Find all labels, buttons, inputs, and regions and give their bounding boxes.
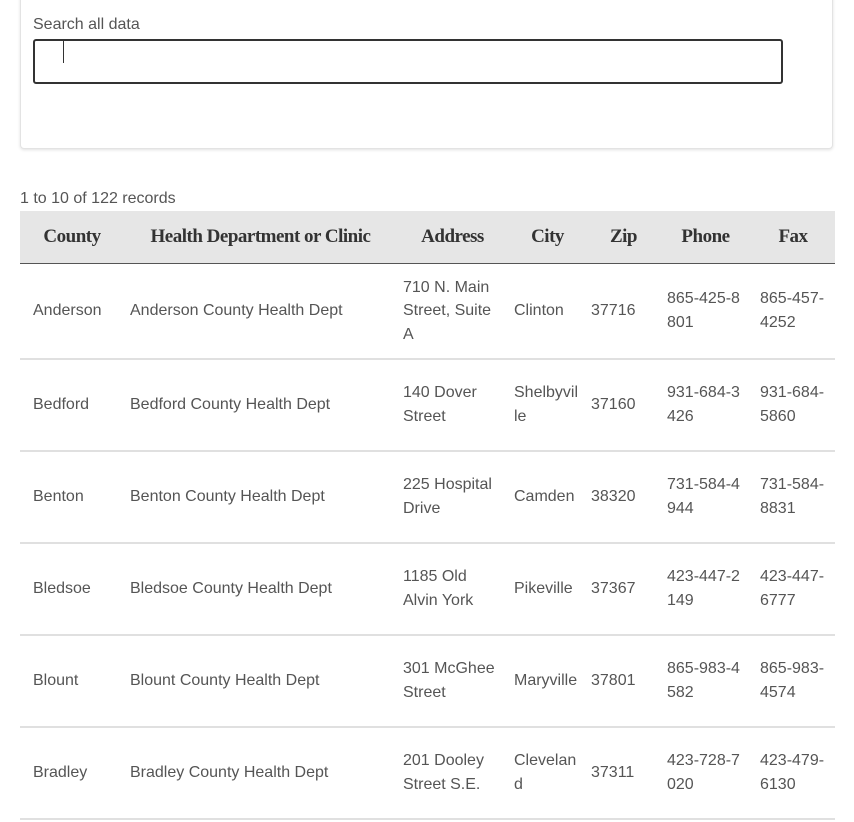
cell-phone: 731-584-4944 (660, 451, 751, 543)
table-row (20, 264, 835, 359)
column-header-phone[interactable]: Phone (660, 211, 751, 264)
table-row (20, 543, 835, 635)
cell-address: 201 Dooley Street S.E. (397, 727, 508, 819)
cell-fax: 423-447-6777 (751, 543, 835, 635)
cell-county: Blount (20, 635, 124, 727)
table-row (20, 359, 835, 451)
cell-city: Cleveland (508, 727, 587, 819)
cell-address: 140 Dover Street (397, 359, 508, 451)
cell-health-department: Blount County Health Dept (124, 635, 397, 727)
record-count: 1 to 10 of 122 records (20, 190, 176, 207)
cell-phone: 423-728-7020 (660, 727, 751, 819)
cell-address: 1185 Old Alvin York (397, 543, 508, 635)
cell-county: Benton (20, 451, 124, 543)
cell-zip: 37160 (587, 359, 660, 451)
cell-address: 301 McGhee Street (397, 635, 508, 727)
table-row (20, 635, 835, 727)
cell-health-department: Bradley County Health Dept (124, 727, 397, 819)
cell-county: Bradley (20, 727, 124, 819)
search-label: Search all data (33, 16, 140, 33)
table-row (20, 727, 835, 819)
table-header-row (20, 211, 835, 264)
cell-phone: 423-447-2149 (660, 543, 751, 635)
cell-zip: 38320 (587, 451, 660, 543)
health-departments-table (20, 211, 835, 820)
cell-zip: 37716 (587, 264, 660, 359)
cell-city: Camden (508, 451, 587, 543)
cell-address: 225 Hospital Drive (397, 451, 508, 543)
column-header-zip[interactable]: Zip (587, 211, 660, 264)
column-header-health-department[interactable]: Health Department or Clinic (124, 211, 397, 264)
cell-fax: 865-983-4574 (751, 635, 835, 727)
column-header-address[interactable]: Address (397, 211, 508, 264)
cell-phone: 865-425-8801 (660, 264, 751, 359)
cell-health-department: Anderson County Health Dept (124, 264, 397, 359)
search-input[interactable] (33, 39, 783, 84)
cell-phone: 865-983-4582 (660, 635, 751, 727)
column-header-county[interactable]: County (20, 211, 124, 264)
cell-zip: 37367 (587, 543, 660, 635)
cell-zip: 37311 (587, 727, 660, 819)
cell-city: Pikeville (508, 543, 587, 635)
cell-city: Maryville (508, 635, 587, 727)
cell-health-department: Bedford County Health Dept (124, 359, 397, 451)
cell-city: Shelbyville (508, 359, 587, 451)
cell-county: Anderson (20, 264, 124, 359)
cell-city: Clinton (508, 264, 587, 359)
cell-address: 710 N. Main Street, Suite A (397, 264, 508, 359)
cell-fax: 931-684-5860 (751, 359, 835, 451)
cell-fax: 731-584-8831 (751, 451, 835, 543)
text-cursor (63, 41, 64, 63)
cell-fax: 865-457-4252 (751, 264, 835, 359)
cell-county: Bedford (20, 359, 124, 451)
cell-phone: 931-684-3426 (660, 359, 751, 451)
column-header-city[interactable]: City (508, 211, 587, 264)
cell-health-department: Benton County Health Dept (124, 451, 397, 543)
cell-zip: 37801 (587, 635, 660, 727)
cell-health-department: Bledsoe County Health Dept (124, 543, 397, 635)
cell-fax: 423-479-6130 (751, 727, 835, 819)
cell-county: Bledsoe (20, 543, 124, 635)
table-row (20, 451, 835, 543)
column-header-fax[interactable]: Fax (751, 211, 835, 264)
